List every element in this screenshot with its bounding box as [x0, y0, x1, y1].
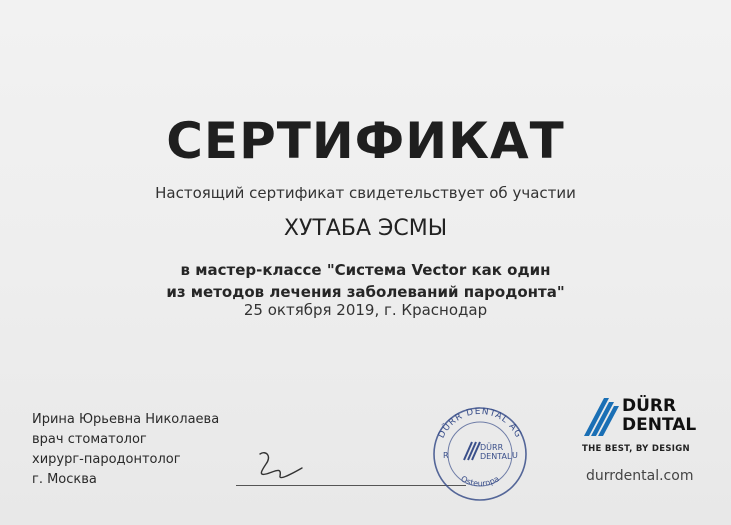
- signer-role-2: хирург-пародонтолог: [32, 452, 181, 467]
- course-title: [0, 259, 731, 303]
- durr-dental-logo-icon: [582, 394, 620, 438]
- svg-text:DÜRR DENTAL AG: [437, 407, 524, 440]
- stamp-center-line-2: DENTAL: [480, 452, 512, 461]
- date-place: 25 октября 2019, г. Краснодар: [243, 301, 488, 319]
- signer-block: [32, 410, 219, 490]
- stamp-right-letter: U: [512, 451, 518, 460]
- brand-name-line-2: DENTAL: [622, 415, 697, 435]
- certificate-subtitle: Настоящий сертификат свидетельствует об участии: [155, 184, 576, 202]
- brand-tagline: THE BEST, BY DESIGN: [582, 444, 690, 454]
- company-stamp: [424, 402, 536, 502]
- certificate-title: СЕРТИФИКАТ: [166, 112, 565, 170]
- stamp-logo-icon: [464, 442, 480, 460]
- signer-name: Ирина Юрьевна Николаева: [32, 412, 220, 427]
- stamp-top-text: DÜRR DENTAL AG: [436, 406, 524, 441]
- stamp-center-line-1: DÜRR: [480, 443, 504, 452]
- svg-text:Osteuropa: [459, 474, 501, 488]
- signature: [252, 446, 312, 486]
- stamp-left-letter: R: [443, 451, 449, 460]
- recipient-name: ХУТАБА ЭСМЫ: [283, 216, 448, 241]
- brand-website: durrdental.com: [586, 468, 694, 484]
- signer-city: г. Москва: [32, 472, 97, 487]
- course-line-2: из методов лечения заболеваний пародонта": [166, 283, 565, 301]
- signer-role-1: врач стоматолог: [32, 432, 147, 447]
- stamp-bottom-text: Osteuropa: [459, 474, 501, 489]
- brand-name-line-1: DÜRR: [622, 396, 677, 416]
- course-line-1: в мастер-классе "Система Vector как один: [180, 261, 551, 279]
